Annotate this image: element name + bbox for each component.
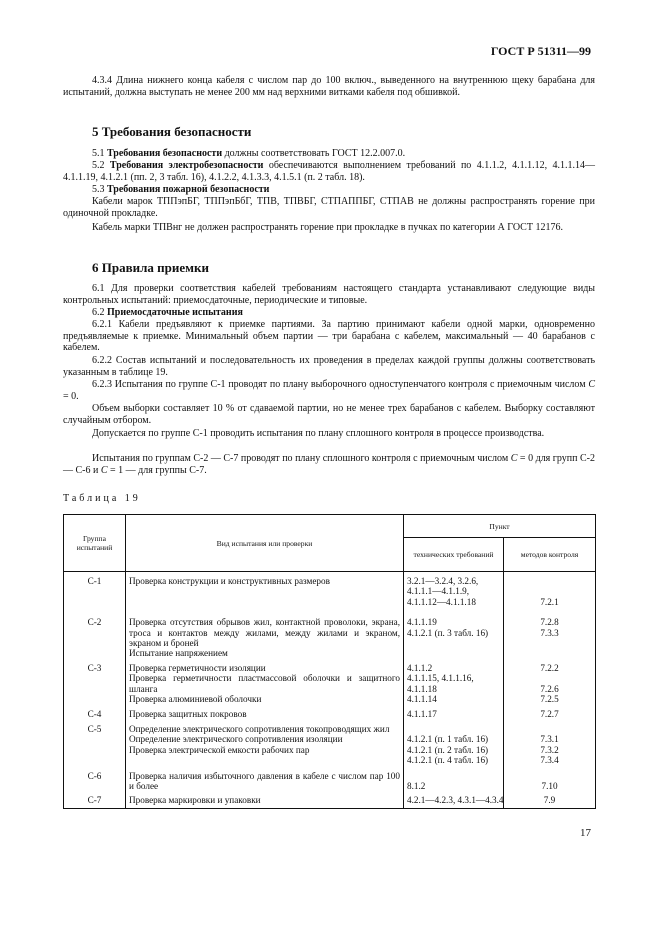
- cell-group: С-3: [64, 659, 126, 705]
- paragraph-5-3: 5.3 Требования пожарной безопасности: [92, 184, 270, 195]
- cell-kinds-line: Проверка защитных покровов: [129, 709, 247, 720]
- cell-methods-line: [507, 586, 592, 596]
- header-methods: методов контроля: [504, 538, 596, 572]
- cell-methods: [504, 572, 596, 608]
- cell-kinds-line: Испытание напряжением: [129, 648, 228, 659]
- cell-kinds-line: Проверка электрической емкости рабочих пар: [129, 744, 310, 755]
- cell-methods-line: 7.2.1: [540, 596, 559, 607]
- paragraph-6-2-3: 6.2.3 Испытания по группе С-1 проводят по плану выборочного одноступенчатого контроля с приемочным числом C = 0.: [63, 379, 595, 402]
- cell-tech: [404, 607, 504, 659]
- cell-tech-line: [407, 771, 500, 781]
- cell-methods-line: 7.2.2: [540, 662, 559, 673]
- cell-kinds-line: Проверка герметичности изоляции: [129, 662, 266, 673]
- cell-group: С-5: [64, 720, 126, 766]
- table-row: [64, 607, 596, 659]
- cell-tech-line: 4.2.1—4.2.3, 4.3.1—4.3.4: [407, 795, 504, 806]
- cell-kinds-line: Проверка алюминиевой оболочки: [129, 694, 262, 705]
- header-point: Пункт: [404, 515, 596, 538]
- cell-tech: [404, 572, 504, 608]
- cell-group: С-1: [64, 572, 126, 608]
- cell-methods-line: [507, 724, 592, 734]
- cell-methods-line: 7.3.3: [540, 627, 559, 638]
- cell-methods-line: 7.3.4: [540, 755, 559, 766]
- cell-methods: [504, 791, 596, 808]
- cell-kinds: [126, 572, 404, 608]
- paragraph-6-2: 6.2 Приемосдаточные испытания: [92, 307, 243, 318]
- table-caption: Таблица 19: [63, 493, 141, 504]
- paragraph-6-2-3-groups: Испытания по группам С-2 — С-7 проводят по плану сплошного контроля с приемочным числом C = 0 для групп С-2 — С-6 и C = 1 — для группы С-7.: [63, 453, 596, 476]
- cell-methods: [504, 704, 596, 719]
- cell-kinds-line: Проверка герметичности пластмассовой оболочки и защитного шланга: [129, 673, 400, 694]
- section-6-title: 6 Правила приемки: [92, 260, 209, 275]
- cell-tech-line: 4.1.1.2: [407, 662, 433, 673]
- cell-methods-line: 7.2.8: [540, 617, 559, 628]
- cell-tech-line: 4.1.1.14: [407, 694, 437, 705]
- cell-methods: [504, 607, 596, 659]
- cell-tech: [404, 720, 504, 766]
- cell-kinds-line: Определение электрического сопротивления изоляции: [129, 734, 343, 745]
- section-5-title: 5 Требования безопасности: [92, 124, 252, 139]
- cell-group: С-6: [64, 766, 126, 792]
- cell-group: С-4: [64, 704, 126, 719]
- cell-kinds: [126, 607, 404, 659]
- cell-methods-line: [507, 673, 592, 683]
- cell-tech-line: 4.1.1.18: [407, 683, 437, 694]
- cell-tech-line: 4.1.1.1—4.1.1.9,: [407, 586, 470, 597]
- cell-tech-line: 4.1.2.1 (п. 3 табл. 16): [407, 627, 489, 638]
- cell-methods-line: [507, 771, 592, 781]
- paragraph-5-3-cables: Кабели марок ТППэпБГ, ТППэпБбГ, ТПВ, ТПВБГ, СТПАППБГ, СТПАВ не должны распространять горение при одиночной прокладке.: [63, 196, 595, 219]
- table-row: [64, 659, 596, 705]
- tests-table: [63, 514, 596, 809]
- cell-methods-line: 7.10: [541, 780, 558, 791]
- cell-methods-line: 7.9: [543, 795, 556, 806]
- cell-methods: [504, 720, 596, 766]
- paragraph-6-2-2: 6.2.2 Состав испытаний и последовательность их проведения в пределах каждой группы должны соответствовать указанным в таблице 19.: [63, 355, 595, 378]
- cell-tech-line: 4.1.1.17: [407, 709, 437, 720]
- cell-tech-line: 4.1.2.1 (п. 2 табл. 16): [407, 744, 489, 755]
- cell-group: С-7: [64, 791, 126, 808]
- paragraph-6-1: 6.1 Для проверки соответствия кабелей требованиям настоящего стандарта устанавливают следующие виды контрольных испытаний: приемосдаточные, периодические и типовые.: [63, 283, 595, 306]
- table-row: [64, 791, 596, 808]
- cell-kinds-line: Проверка отсутствия обрывов жил, контактной проволоки, экрана, троса и контактов между жилами, между жилами и экраном, экраном и броней: [129, 617, 400, 649]
- page-number: 17: [580, 827, 591, 839]
- cell-tech: [404, 704, 504, 719]
- paragraph-5-3-tpvng: Кабель марки ТПВнг не должен распространять горение при прокладке в пучках по категории А ГОСТ 12176.: [92, 222, 563, 233]
- cell-kinds-line: Проверка конструкции и конструктивных размеров: [129, 576, 330, 586]
- cell-methods: [504, 659, 596, 705]
- cell-tech-line: 4.1.2.1 (п. 1 табл. 16): [407, 734, 489, 745]
- cell-kinds-line: Проверка маркировки и упаковки: [129, 795, 261, 806]
- cell-tech-line: 4.1.1.15, 4.1.1.16,: [407, 673, 474, 684]
- table-row: [64, 766, 596, 792]
- paragraph-6-2-3-continuous: Допускается по группе С-1 проводить испытания по плану сплошного контроля в процессе производства.: [92, 428, 545, 439]
- cell-kinds: [126, 766, 404, 792]
- cell-tech-line: 4.1.2.1 (п. 4 табл. 16): [407, 755, 489, 766]
- cell-kinds: [126, 704, 404, 719]
- document-header: ГОСТ Р 51311—99: [490, 44, 591, 58]
- cell-methods-line: 7.3.1: [540, 734, 559, 745]
- cell-tech: [404, 659, 504, 705]
- paragraph-6-2-3-sample: Объем выборки составляет 10 % от сдаваемой партии, но не менее трех барабанов с кабелем. Выборку составляют случайным отбором.: [63, 403, 595, 426]
- table-row: [64, 704, 596, 719]
- cell-methods-line: 7.2.7: [540, 709, 559, 720]
- table-row: [64, 720, 596, 766]
- cell-tech: [404, 791, 504, 808]
- cell-methods-line: [507, 576, 592, 586]
- table-row: [64, 572, 596, 608]
- cell-kinds-line: Определение электрического сопротивления токопроводящих жил: [129, 723, 390, 734]
- paragraph-4-3-4: 4.3.4 Длина нижнего конца кабеля с числом пар до 100 включ., выведенного на внутреннюю щеку барабана для испытаний, должна выступать не менее 200 мм над верхними витками кабеля под обшивкой.: [63, 75, 595, 98]
- cell-group: С-2: [64, 607, 126, 659]
- cell-kinds: [126, 720, 404, 766]
- paragraph-5-2: 5.2 Требования электробезопасности обеспечиваются выполнением требований по 4.1.1.2, 4.1.1.12, 4.1.1.14—4.1.1.19, 4.1.2.1 (пп. 2, 3 табл. 16), 4.1.2.2, 4.1.3.3, 4.1.5.1 (п. 2 табл. 18).: [63, 160, 596, 183]
- header-group: Группа испытаний: [64, 515, 126, 572]
- cell-kinds-line: Проверка наличия избыточного давления в кабеле с числом пар 100 и более: [129, 770, 400, 791]
- cell-tech-line: [407, 724, 500, 734]
- cell-methods: [504, 766, 596, 792]
- cell-kinds: [126, 791, 404, 808]
- cell-tech-line: 4.1.1.12—4.1.1.18: [407, 596, 476, 607]
- header-kind: Вид испытания или проверки: [126, 515, 404, 572]
- cell-methods-line: 7.2.6: [540, 683, 559, 694]
- cell-tech: [404, 766, 504, 792]
- cell-tech-line: 4.1.1.19: [407, 617, 437, 628]
- cell-kinds: [126, 659, 404, 705]
- cell-tech-line: 8.1.2: [407, 780, 426, 791]
- cell-methods-line: 7.2.5: [540, 694, 559, 705]
- cell-tech-line: 3.2.1—3.2.4, 3.2.6,: [407, 576, 479, 586]
- cell-methods-line: 7.3.2: [540, 744, 559, 755]
- header-tech: технических требований: [404, 538, 504, 572]
- paragraph-6-2-1: 6.2.1 Кабели предъявляют к приемке партиями. За партию принимают кабели одной марки, одновременно предъявляемые к приемке. Минимальный объем партии — три барабана с кабелем, максимальный — 40 барабанов с кабелем.: [63, 319, 595, 354]
- paragraph-5-1: 5.1 Требования безопасности должны соответствовать ГОСТ 12.2.007.0.: [92, 148, 406, 159]
